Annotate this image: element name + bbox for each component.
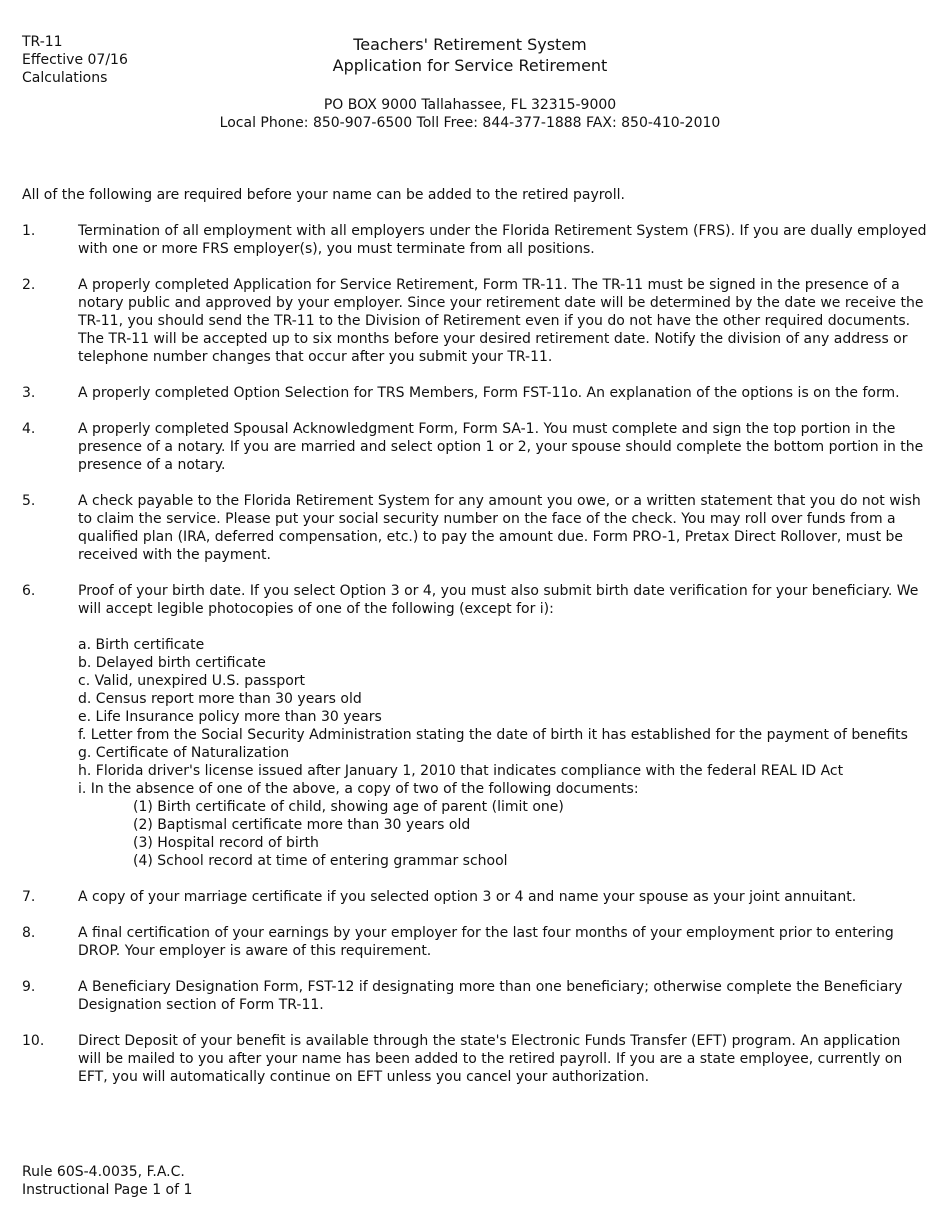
page-title: Application for Service Retirement: [332, 56, 608, 75]
list-item: [22, 276, 927, 366]
birth-doc-item: c. Valid, unexpired U.S. passport: [78, 673, 306, 689]
page-number: Instructional Page 1 of 1: [22, 1182, 193, 1198]
birth-doc-item: g. Certificate of Naturalization: [78, 745, 290, 761]
page-footer: [22, 1163, 192, 1199]
organization-name: Teachers' Retirement System: [353, 35, 587, 54]
list-item: [22, 888, 927, 906]
item-text: A check payable to the Florida Retirement System for any amount you owe, or a written statement that you do not wish to claim the service. Please put your social security number on the face of the check. You may roll over funds from a qualified plan (IRA, deferred compensation, etc.) to pay the amount due. Form PRO-1, Pretax Direct Rollover, must be received with the payment.: [78, 493, 921, 563]
alt-doc-item: (4) School record at time of entering grammar school: [133, 853, 508, 869]
rule-reference: Rule 60S-4.0035, F.A.C.: [22, 1164, 185, 1180]
item-number: 3.: [22, 385, 36, 401]
intro-text: All of the following are required before your name can be added to the retired payroll.: [22, 187, 625, 203]
item-text: A properly completed Spousal Acknowledgment Form, Form SA-1. You must complete and sign the top portion in the presence of a notary. If you are married and select option 1 or 2, your spouse should complete the bottom portion in the presence of a notary.: [78, 421, 924, 473]
list-item: [22, 1032, 927, 1086]
item-text: A properly completed Application for Service Retirement, Form TR-11. The TR-11 must be signed in the presence of a notary public and approved by your employer. Since your retirement date will be determined by the date we receive the TR-11, you should send the TR-11 to the Division of Retirement even if you do not have the other required documents. The TR-11 will be accepted up to six months before your desired retirement date. Notify the division of any address or telephone number changes that occur after you submit your TR-11.: [78, 277, 924, 365]
item-number: 10.: [22, 1033, 45, 1049]
list-item: [22, 492, 927, 564]
item-text: A Beneficiary Designation Form, FST-12 if designating more than one beneficiary; otherwise complete the Beneficiary Designation section of Form TR-11.: [78, 979, 903, 1013]
item-text: A properly completed Option Selection for TRS Members, Form FST-11o. An explanation of the options is on the form.: [78, 385, 900, 401]
item-text: A copy of your marriage certificate if you selected option 3 or 4 and name your spouse as your joint annuitant.: [78, 889, 857, 905]
item-number: 9.: [22, 979, 36, 995]
birth-doc-item: d. Census report more than 30 years old: [78, 691, 362, 707]
list-item: [22, 222, 927, 258]
item-text: Direct Deposit of your benefit is available through the state's Electronic Funds Transfer (EFT) program. An application will be mailed to you after your name has been added to the retired payroll. If you are a state employee, currently on EFT, you will automatically continue on EFT unless you cancel your authorization.: [78, 1033, 903, 1085]
requirements-list: [22, 222, 927, 1104]
list-item: [22, 582, 927, 870]
birth-doc-item: i. In the absence of one of the above, a copy of two of the following documents:: [78, 781, 639, 797]
contact-block: [0, 96, 940, 132]
birth-doc-item: h. Florida driver's license issued after January 1, 2010 that indicates compliance with the federal REAL ID Act: [78, 763, 844, 779]
alt-doc-item: (2) Baptismal certificate more than 30 years old: [133, 817, 471, 833]
item-number: 2.: [22, 277, 36, 293]
item-number: 7.: [22, 889, 36, 905]
title-block: [0, 34, 940, 76]
mailing-address: PO BOX 9000 Tallahassee, FL 32315-9000: [323, 97, 617, 113]
alternate-document-list: [133, 798, 927, 870]
birth-doc-item: a. Birth certificate: [78, 637, 205, 653]
birth-doc-item: f. Letter from the Social Security Administration stating the date of birth it has established for the payment of benefits: [78, 727, 908, 743]
birth-doc-item: b. Delayed birth certificate: [78, 655, 266, 671]
item-number: 4.: [22, 421, 36, 437]
item-text: Proof of your birth date. If you select Option 3 or 4, you must also submit birth date verification for your beneficiary. We will accept legible photocopies of one of the following (except for i):: [78, 583, 919, 617]
birth-doc-item: e. Life Insurance policy more than 30 years: [78, 709, 382, 725]
item-number: 8.: [22, 925, 36, 941]
list-item: [22, 924, 927, 960]
item-text: A final certification of your earnings by your employer for the last four months of your employment prior to entering DROP. Your employer is aware of this requirement.: [78, 925, 894, 959]
item-text: Termination of all employment with all employers under the Florida Retirement System (FRS). If you are dually employed with one or more FRS employer(s), you must terminate from all positions.: [78, 223, 927, 257]
item-number: 1.: [22, 223, 36, 239]
form-category: Calculations: [22, 70, 108, 86]
alt-doc-item: (3) Hospital record of birth: [133, 835, 319, 851]
birth-document-list: [78, 636, 927, 870]
item-number: 5.: [22, 493, 36, 509]
form-code: TR-11: [22, 34, 63, 50]
effective-date: Effective 07/16: [22, 52, 128, 68]
list-item: [22, 384, 927, 402]
alt-doc-item: (1) Birth certificate of child, showing age of parent (limit one): [133, 799, 564, 815]
item-number: 6.: [22, 583, 36, 599]
phone-numbers: Local Phone: 850-907-6500 Toll Free: 844-377-1888 FAX: 850-410-2010: [219, 115, 721, 131]
list-item: [22, 420, 927, 474]
list-item: [22, 978, 927, 1014]
